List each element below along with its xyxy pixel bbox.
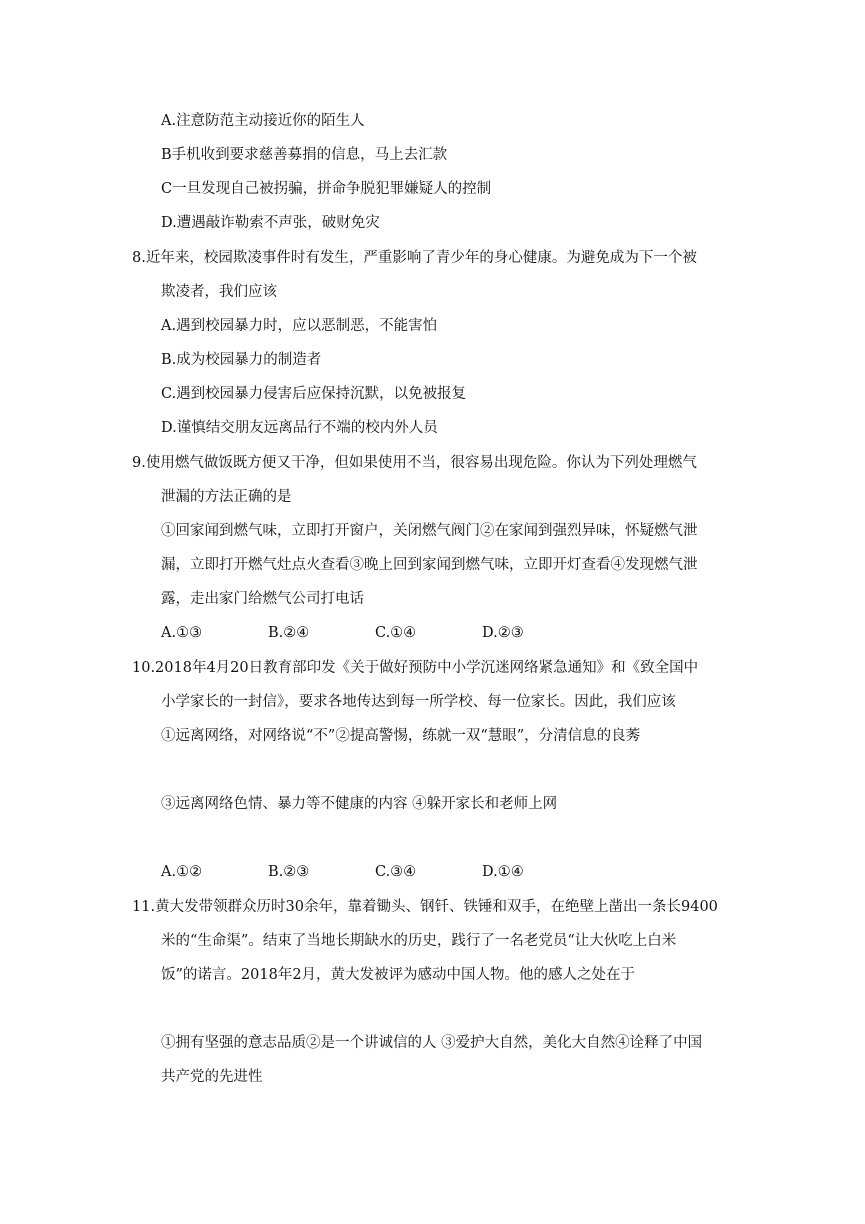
q11-stem-line1: 11.黄大发带领群众历时30余年，靠着锄头、钢钎、铁锤和双手，在绝壁上凿出一条长9400 xyxy=(132,899,718,915)
q7-option-c: C一旦发现自己被拐骗，拼命争脱犯罪嫌疑人的控制 xyxy=(161,181,492,197)
q10-stem-line1: 10.2018年4月20日教育部印发《关于做好预防中小学沉迷网络紧急通知》和《致全国中 xyxy=(132,660,699,676)
q7-option-a: A.注意防范主动接近你的陌生人 xyxy=(161,113,365,129)
q10-item-line2: ③远离网络色情、暴力等不健康的内容 ④躲开家长和老师上网 xyxy=(161,796,558,812)
q10-option-c: C.③④ xyxy=(375,864,417,880)
q10-stem-line2: 小学家长的一封信》，要求各地传达到每一所学校、每一位家长。因此，我们应该 xyxy=(161,694,676,710)
q9-option-d: D.②③ xyxy=(482,625,524,641)
q10-option-d: D.①④ xyxy=(482,864,524,880)
q8-option-c: C.遇到校园暴力侵害后应保持沉默，以免被报复 xyxy=(161,386,467,402)
q9-item-line3: 露，走出家门给燃气公司打电话 xyxy=(161,591,364,607)
q8-stem-line1: 8.近年来，校园欺凌事件时有发生，严重影响了青少年的身心健康。为避免成为下一个被 xyxy=(132,250,697,266)
q10-options xyxy=(161,862,589,882)
q9-stem-line1: 9.使用燃气做饭既方便又干净，但如果使用不当，很容易出现危险。你认为下列处理燃气 xyxy=(132,455,697,471)
q11-stem-line3: 饭”的诺言。2018年2月，黄大发被评为感动中国人物。他的感人之处在于 xyxy=(161,967,636,983)
q9-options xyxy=(161,623,589,643)
q9-item-line2: 漏，立即打开燃气灶点火查看③晚上回到家闻到燃气味，立即开灯查看④发现燃气泄 xyxy=(161,557,698,573)
q10-item-line1: ①远离网络，对网络说“不”②提高警惕，练就一双“慧眼”，分清信息的良莠 xyxy=(161,728,641,744)
q9-option-c: C.①④ xyxy=(375,625,417,641)
q8-option-a: A.遇到校园暴力时，应以恶制恶，不能害怕 xyxy=(161,318,438,334)
q10-option-b: B.②③ xyxy=(268,864,310,880)
q10-option-a: A.①② xyxy=(161,864,203,880)
q11-item-line2: 共产党的先进性 xyxy=(161,1069,263,1085)
q8-stem-line2: 欺凌者，我们应该 xyxy=(161,284,277,300)
q7-option-b: B手机收到要求慈善募捐的信息，马上去汇款 xyxy=(161,147,448,163)
q9-option-a: A.①③ xyxy=(161,625,203,641)
q11-item-line1: ①拥有坚强的意志品质②是一个讲诚信的人 ③爱护大自然，美化大自然④诠释了中国 xyxy=(161,1035,703,1051)
q8-option-d: D.谨慎结交朋友远离品行不端的校内外人员 xyxy=(161,420,438,436)
q9-item-line1: ①回家闻到燃气味，立即打开窗户，关闭燃气阀门②在家闻到强烈异味，怀疑燃气泄 xyxy=(161,523,698,539)
q8-option-b: B.成为校园暴力的制造者 xyxy=(161,352,322,368)
q7-option-d: D.遭遇敲诈勒索不声张，破财免灾 xyxy=(161,215,380,231)
q9-option-b: B.②④ xyxy=(268,625,310,641)
q9-stem-line2: 泄漏的方法正确的是 xyxy=(161,489,292,505)
q11-stem-line2: 米的“生命渠”。结束了当地长期缺水的历史，践行了一名老党员“让大伙吃上白米 xyxy=(161,933,677,949)
